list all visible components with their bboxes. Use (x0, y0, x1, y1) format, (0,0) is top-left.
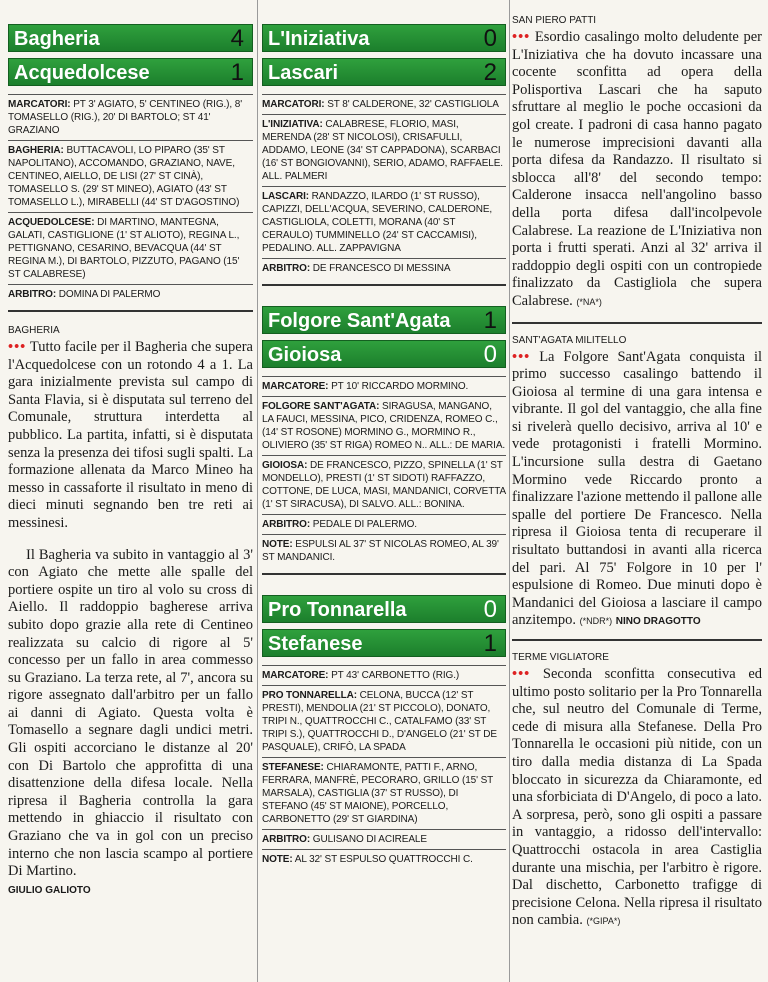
column-divider-2 (509, 0, 510, 982)
match-table (8, 94, 253, 304)
team-name: Folgore Sant'Agata (268, 310, 451, 332)
section-rule (262, 573, 506, 575)
section-rule (512, 322, 762, 324)
team-score: 1 (483, 307, 497, 334)
author-tag: (*NDR*) (579, 616, 613, 627)
home-lineup-row: BAGHERIA: BUTTACAVOLI, LO PIPARO (35' ST NAPOLITANO), ACCOMANDO, GRAZIANO, NAVE, CENTINEO, AIELLO, DE LISI (27' ST CINÀ), TOMASELLO S. (29' ST MINEO), AGIATO (43' ST TOMASELLO L.), MIRABELLI (44' ST D'AGOSTINO) (8, 140, 253, 212)
author-tag: (*NA*) (576, 296, 602, 307)
article-place: TERME VIGLIATORE (512, 652, 609, 663)
team-bar-home (262, 306, 506, 334)
team-score: 0 (483, 596, 497, 623)
away-lineup-row: GIOIOSA: DE FRANCESCO, PIZZO, SPINELLA (1' ST MONDELLO), PRESTI (1' ST SIDOTI) RAFFAZZO, COTTONE, DE LUCA, MASI, MANDANICI, CORVETTA (1' ST SIRACUSA), DI SALVO. ALL.: BONINA. (262, 455, 506, 514)
bullet-dots: ••• (512, 29, 531, 45)
scorers-row: MARCATORE: PT 43' CARBONETTO (RIG.) (262, 665, 506, 685)
team-bar-away (8, 58, 253, 86)
column-reports (512, 0, 762, 931)
article-place: BAGHERIA (8, 325, 60, 336)
team-bar-away (262, 58, 506, 86)
home-lineup-row: L'INIZIATIVA: CALABRESE, FLORIO, MASI, MERENDA (28' ST NICOLOSI), CRISAFULLI, ADDAMO, LEONE (34' ST CAPPADONA), SCARBACI (16' ST BONGIOVANNI), SERIO, ADAMO, RAFFAELE. ALL. PALMERI (262, 114, 506, 186)
away-lineup-row: ACQUEDOLCESE: DI MARTINO, MANTEGNA, GALATI, CASTIGLIONE (1' ST ALIOTO), REGINA L., PETTIGNANO, CESARINO, BEVACQUA (44' ST REGINA M.), DI BARTOLO, PIZZUTO, PAGANO (15' ST CALABRESE) (8, 212, 253, 284)
referee-row: ARBITRO: GULISANO DI ACIREALE (262, 829, 506, 849)
article-signature: NINO DRAGOTTO (615, 616, 701, 628)
team-score: 1 (230, 59, 244, 86)
team-bar-home (262, 24, 506, 52)
team-name: Gioiosa (268, 344, 342, 366)
home-lineup-row: PRO TONNARELLA: CELONA, BUCCA (12' ST PRESTI), MENDOLIA (21' ST PICCOLO), DONATO, TRIPI N., QUATTROCCHI C., CATALFAMO (33' ST TRIPI S.), QUATTROCCHI D., D'ANGELO (21' ST DE PASQUALE), CRIFÒ, LA SPADA (262, 685, 506, 757)
team-name: Pro Tonnarella (268, 599, 407, 621)
team-name: Stefanese (268, 633, 363, 655)
scorers-row: MARCATORI: PT 3' AGIATO, 5' CENTINEO (RIG.), 8' TOMASELLO (RIG.), 20' DI BARTOLO; ST 41' GRAZIANO (8, 94, 253, 140)
team-score: 4 (230, 25, 244, 52)
article-place: SAN PIERO PATTI (512, 15, 597, 26)
team-name: Lascari (268, 62, 339, 84)
home-lineup-row: FOLGORE SANT'AGATA: SIRAGUSA, MANGANO, LA FAUCI, MESSINA, PICO, CRIDENZA, ROMEO C., (14' ST ROSONE) MORMINO G., MORMINO R., OLIVIERO (35' ST RIGA) ROMEO N.. ALL.: DE MARIA. (262, 396, 506, 455)
bullet-dots: ••• (512, 666, 531, 682)
article-paragraph: Seconda sconfitta consecutiva ed ultimo posto solitario per la Pro Tonnarella che, sul neutro del Comunale di Terme, cede di misura alla Stefanese. Della Pro Tonnarella le occasioni più nitide, con un tiro dalla media distanza di La Spada bloccato in sicurezza da Chiaramonte, ed una sforbiciata di D'Angelo, di poco a lato. A sorpresa, però, sono gli ospiti a passare in vantaggio, a ridosso dell'intervallo: Quattrocchi ostacola in area Castiglia durante una mischia, per l'arbitro è rigore. Dal dischetto, Carbonetto trafigge di precisione Celona. Nella ripresa il risultato non cambia. (512, 666, 763, 929)
article-body (512, 666, 762, 931)
match-table (262, 94, 506, 278)
article-place: SANT'AGATA MILITELLO (512, 334, 627, 346)
author-tag: (*GIPA*) (586, 916, 621, 927)
article-body (512, 349, 762, 632)
section-rule (512, 639, 762, 641)
match-table (262, 376, 506, 567)
bullet-dots: ••• (512, 348, 531, 365)
column-divider-1 (257, 0, 258, 982)
team-bar-home (8, 24, 253, 52)
team-bar-away (262, 340, 506, 368)
team-score: 0 (483, 341, 497, 368)
scorers-row: MARCATORI: ST 8' CALDERONE, 32' CASTIGLIOLA (262, 94, 506, 114)
team-score: 0 (483, 25, 497, 52)
section-rule (262, 284, 506, 286)
referee-row: ARBITRO: DOMINA DI PALERMO (8, 284, 253, 304)
team-name: Acquedolcese (14, 62, 150, 84)
team-score: 1 (483, 630, 497, 657)
column-match-tables (262, 0, 506, 869)
article-paragraph: Esordio casalingo molto deludente per L'Iniziativa che ha dovuto incassare una cocente sconfitta ad opera della Polisportiva Lascari che ha saputo sfruttare al meglio le poche occasioni da gol create. I padroni di casa hanno pagato le numerose imprecisioni davanti alla porta difesa da Randazzo. Il risultato si sblocca all'8' del secondo tempo: Calderone insacca nell'angolino basso della porta difesa dall'incolpevole Calabrese. La reazione de L'Iniziativa non porta i frutti sperati. Anzi al 32' arriva il raddoppio degli ospiti con un contropiede finalizzato da Castigliola che supera Calabrese. (512, 29, 762, 309)
team-name: Bagheria (14, 28, 100, 50)
article-paragraph: Il Bagheria va subito in vantaggio al 3' con Agiato che mette alle spalle del portiere ospite un tiro al volo su cross di Aiello. Il raddoppio bagherese arriva subito dopo grazie alla rete di Centineo realizzata su calcio di rigore al 5' concesso per un fallo in area commesso su Graziano. La terza rete, al 7', ancora su rigore assegnato dall'arbitro per un fallo ai danni di Agiato. Questa volta è Tomasello a segnare dagli undici metri. Gli ospiti accorciano le distanze al 20' con Di Bartolo che approfitta di una disattenzione della difesa locale. Nella ripresa il Bagheria controlla la gara mettendo in ghiaccio il risultato con Graziano che va in gol con un preciso interno che non lascia scampo al portiere Di Martino. (8, 546, 253, 880)
bullet-dots: ••• (8, 339, 27, 355)
team-bar-home (262, 595, 506, 623)
team-score: 2 (483, 59, 497, 86)
away-lineup-row: LASCARI: RANDAZZO, ILARDO (1' ST RUSSO), CAPIZZI, DELL'ACQUA, SEVERINO, CALDERONE, CASTIGLIOLA, COLETTI, MORANA (40' ST CERAULO) TUMMINELLO (24' ST CACCAMISI), PEDALINO. ALL. ZAPPAVIGNA (262, 186, 506, 258)
notes-row: NOTE: AL 32' ST ESPULSO QUATTROCCHI C. (262, 849, 506, 869)
column-bagheria (8, 0, 253, 896)
match-table (262, 665, 506, 869)
article-body (512, 29, 762, 312)
team-name: L'Iniziativa (268, 28, 370, 50)
article-paragraph: Tutto facile per il Bagheria che supera l'Acquedolcese con un rotondo 4 a 1. La gara inizialmente prevista sul campo di Santa Flavia, si è disputata sul terreno del Comunale, struttura interdetta al pubblico. La partita, infatti, si è disputata senza la presenza dei tifosi sugli spalti. La formazione allenata da Marco Mineo ha messo in cassaforte il risultato in meno di dieci minuti segnando ben tre reti ai messinesi. (8, 339, 253, 531)
referee-row: ARBITRO: DE FRANCESCO DI MESSINA (262, 258, 506, 278)
section-rule (8, 310, 253, 312)
scorers-row: MARCATORE: PT 10' RICCARDO MORMINO. (262, 376, 506, 396)
notes-row: NOTE: ESPULSI AL 37' ST NICOLAS ROMEO, AL 39' ST MANDANICI. (262, 534, 506, 567)
away-lineup-row: STEFANESE: CHIARAMONTE, PATTI F., ARNO, FERRARA, MANFRÈ, PECORARO, GRILLO (15' ST MARSALA), CASTIGLIA (37' ST RUSSO), DI STEFANO (45' ST MAIONE), PORCELLO, CARBONETTO (29' ST GIARDINA) (262, 757, 506, 829)
article-paragraph: La Folgore Sant'Agata conquista il primo successo casalingo battendo il Gioiosa al termine di una gara intensa e vibrante. Il gol del vantaggio, che alla fine si rivelerà quello decisivo, arriva al 10' e vede protagonisti i fratelli Mormino. L'incursione sulla destra di Gaetano Mormino vede Riccardo pronto a finalizzare l'azione mettendo il pallone alle spalle del portiere De Francesco. Nella ripresa il Gioiosa tenta di recuperare il risultato buttandosi in avanti alla ricerca del pari. Al 75' Folgore in 10 per l' espulsione di Romeo. Due minuti dopo è Mandanici del Gioiosa a lasciare il campo anzitempo. (512, 348, 763, 629)
article-signature: GIULIO GALIOTO (8, 884, 91, 896)
referee-row: ARBITRO: PEDALE DI PALERMO. (262, 514, 506, 534)
article-body (8, 339, 253, 881)
team-bar-away (262, 629, 506, 657)
